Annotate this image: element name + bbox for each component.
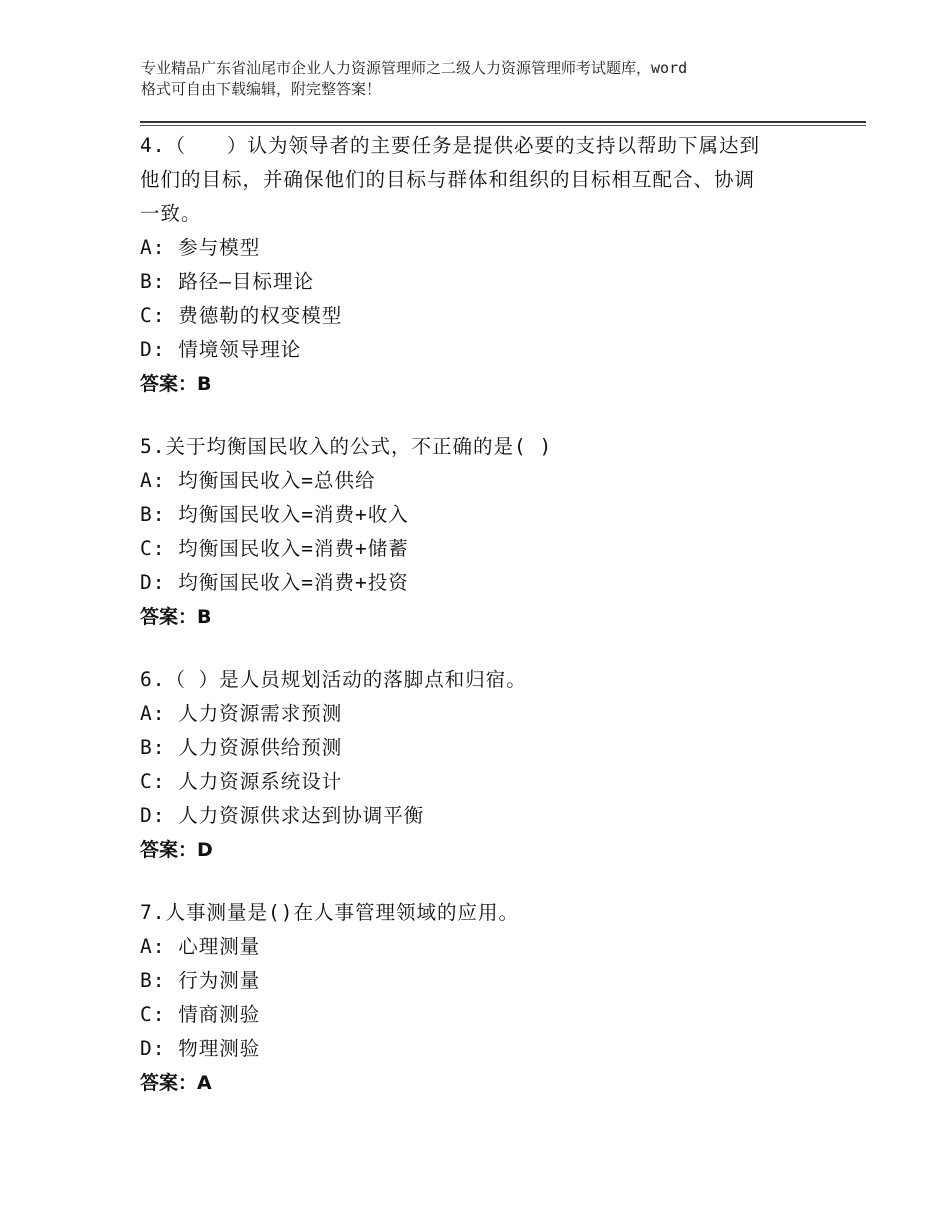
question-stem-line: 4.（ ）认为领导者的主要任务是提供必要的支持以帮助下属达到 — [140, 134, 760, 157]
answer: 答案：D — [140, 839, 213, 861]
header-divider-thick — [140, 121, 866, 123]
document-header — [141, 58, 841, 100]
option-d: D: 情境领导理论 — [140, 338, 302, 361]
question-stem-line: 7.人事测量是()在人事管理领域的应用。 — [140, 901, 519, 924]
option-c: C: 费德勒的权变模型 — [140, 304, 343, 327]
question-6 — [140, 663, 820, 867]
option-b: B: 人力资源供给预测 — [140, 736, 343, 759]
answer: 答案：B — [140, 373, 212, 395]
question-stem-line: 一致。 — [140, 202, 202, 225]
question-stem-line: 他们的目标，并确保他们的目标与群体和组织的目标相互配合、协调 — [140, 168, 756, 191]
option-c: C: 情商测验 — [140, 1003, 261, 1026]
option-b: B: 路径—目标理论 — [140, 270, 314, 293]
option-c: C: 人力资源系统设计 — [140, 770, 343, 793]
question-stem-line: 5.关于均衡国民收入的公式，不正确的是( ) — [140, 435, 553, 458]
option-d: D: 均衡国民收入=消费+投资 — [140, 571, 409, 594]
answer: 答案：B — [140, 606, 212, 628]
option-c: C: 均衡国民收入=消费+储蓄 — [140, 537, 409, 560]
header-line-2: 格式可自由下载编辑，附完整答案！ — [141, 80, 382, 98]
answer: 答案：A — [140, 1072, 212, 1094]
option-a: A: 人力资源需求预测 — [140, 702, 343, 725]
header-divider-thin — [140, 125, 866, 126]
question-4 — [140, 129, 820, 401]
question-stem-line: 6.（ ）是人员规划活动的落脚点和归宿。 — [140, 668, 527, 691]
option-a: A: 均衡国民收入=总供给 — [140, 469, 376, 492]
question-7 — [140, 896, 820, 1100]
option-a: A: 心理测量 — [140, 935, 261, 958]
question-5 — [140, 430, 820, 634]
option-b: B: 均衡国民收入=消费+收入 — [140, 503, 409, 526]
option-b: B: 行为测量 — [140, 969, 261, 992]
header-line-1: 专业精品广东省汕尾市企业人力资源管理师之二级人力资源管理师考试题库，word — [141, 59, 688, 77]
option-a: A: 参与模型 — [140, 236, 261, 259]
option-d: D: 物理测验 — [140, 1037, 261, 1060]
option-d: D: 人力资源供求达到协调平衡 — [140, 804, 425, 827]
question-list — [140, 129, 820, 1129]
